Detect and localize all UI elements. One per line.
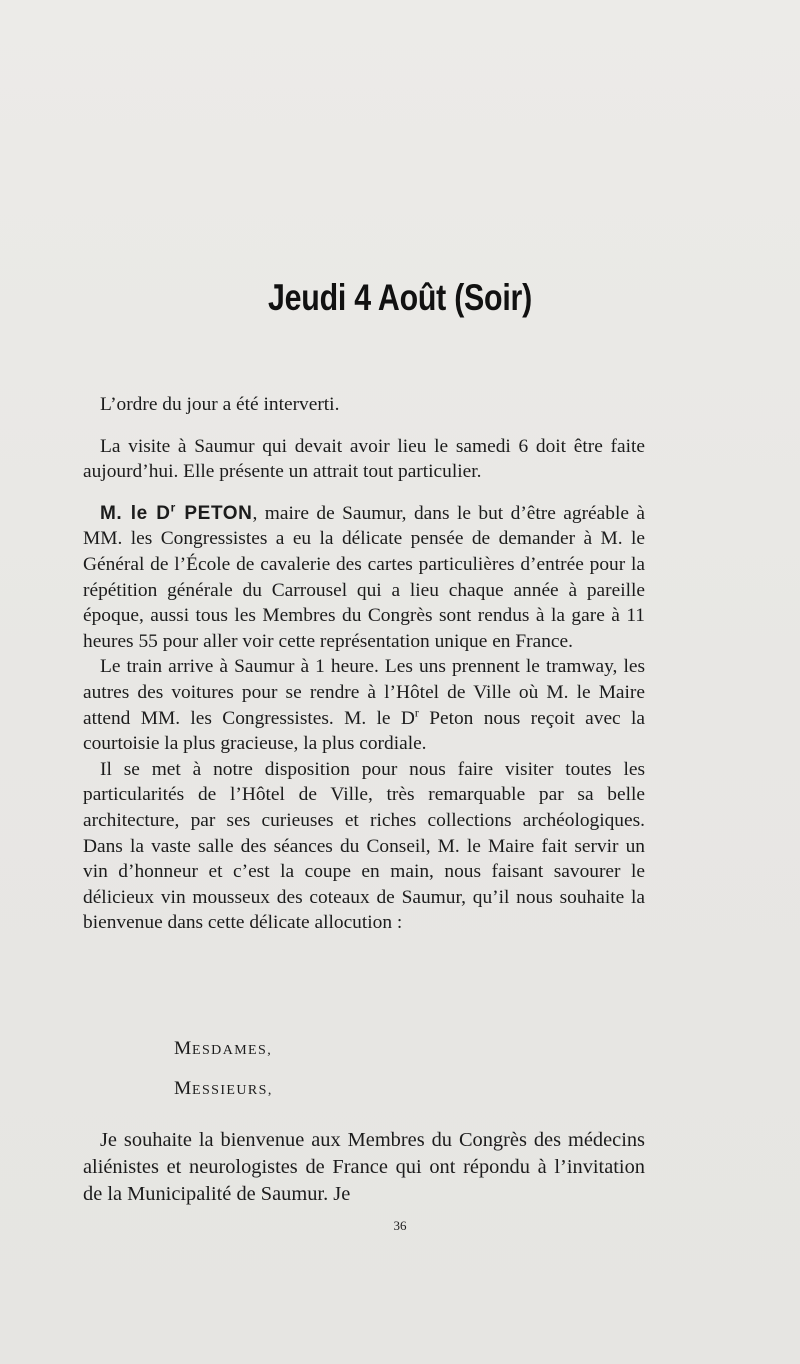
salutation-messieurs: MESSIEURS, — [174, 1078, 273, 1099]
page-number: 36 — [393, 1218, 407, 1233]
closing-text — [83, 1127, 645, 1208]
body-text — [83, 392, 645, 936]
paragraph-visit: La visite à Saumur qui devait avoir lieu le samedi 6 doit être faite aujourd’hui. Elle présente un attrait tout particulier. — [83, 435, 645, 483]
mayor-name: M. le $D^r$ PETON — [100, 500, 253, 524]
paragraph-mayor: M. le $D^r$ PETON, maire de Saumur, dans le but d’être agréable à MM. les Congressistes a eu la délicate pensée de demander à M. le Général de l’École de cavalerie des cartes particulières d’entrée pour la répétition générale du Carrousel qui a lieu chaque année à pareille époque, aussi tous les Membres du Congrès sont rendus à la gare à 11 heures 55 pour aller voir cette représentation unique en France. — [83, 500, 645, 652]
paragraph-train: Le train arrive à Saumur à 1 heure. Les uns prennent le tramway, les autres des voitures pour se rendre à l’Hôtel de Ville où M. le Maire attend MM. les Congressistes. M. le $D^r$ Peton nous reçoit avec la courtoisie la plus gracieuse, la plus cordiale. — [83, 656, 645, 755]
paragraph-town-hall: Il se met à notre disposition pour nous faire visiter toutes les particularités de l’Hôtel de Ville, très remarquable par sa belle architecture, par ses curieuses et riches collections archéologiques. Dans la vaste salle des séances du Conseil, M. le Maire fait servir un vin d’honneur et c’est la coupe en main, nous faisant savourer le délicieux vin mousseux des coteaux de Saumur, qu’il nous souhaite la bienvenue dans cette délicate allocution : — [83, 758, 645, 934]
paragraph-agenda: L’ordre du jour a été interverti. — [100, 394, 340, 415]
paragraph-welcome: Je souhaite la bienvenue aux Membres du Congrès des médecins aliénistes et neurologistes de France qui ont répondu à l’invitation de la Municipalité de Saumur. Je — [83, 1129, 645, 1205]
salutation-mesdames: MESDAMES, — [174, 1038, 273, 1059]
section-title: Jeudi 4 Août (Soir) — [268, 277, 532, 318]
